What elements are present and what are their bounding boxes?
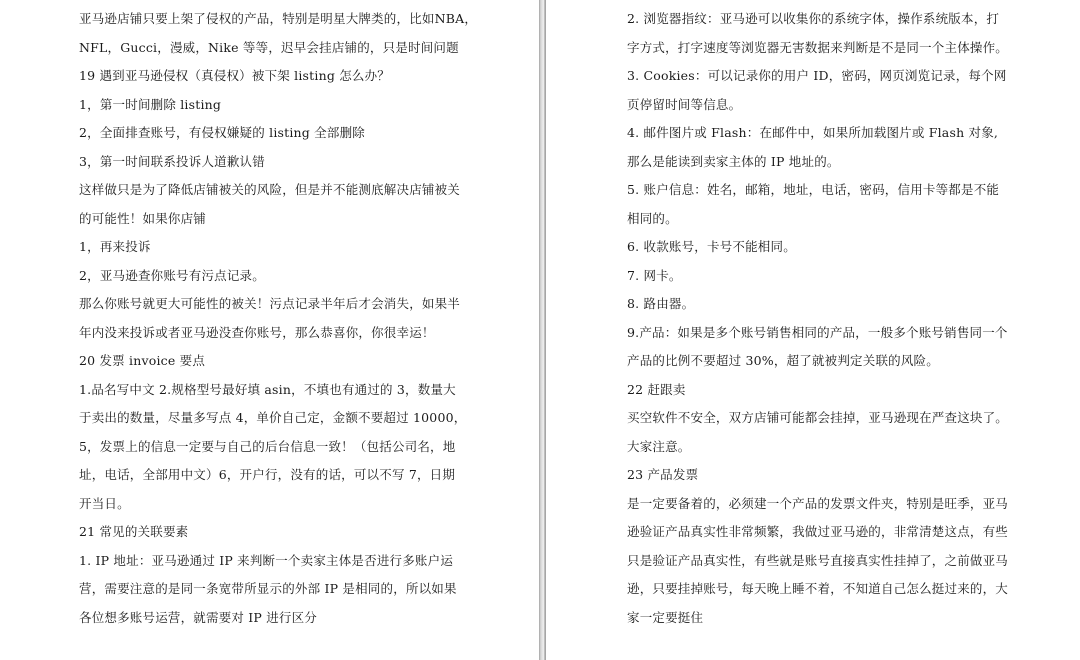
text-line: 字方式，打字速度等浏览器无害数据来判断是不是同一个主体操作。 [627, 39, 1009, 55]
text-line: 买空软件不安全，双方店铺可能都会挂掉，亚马逊现在严查这块了。 [627, 410, 1009, 425]
left-page [0, 0, 539, 660]
section-heading: 21 常见的关联要素 [79, 524, 189, 539]
text-line: 营，需要注意的是同一条宽带所显示的外部 IP 是相同的，所以如果 [79, 581, 457, 596]
text-line: 逊验证产品真实性非常频繁，我做过亚马逊的，非常清楚这点，有些 [627, 524, 1009, 539]
text-line: 逊，只要挂掉账号，每天晚上睡不着，不知道自己怎么挺过来的，大 [627, 581, 1009, 596]
text-line: 大家注意。 [627, 438, 691, 454]
text-line: NFL，Gucci，漫威，Nike 等等，迟早会挂店铺的，只是时间问题 [79, 39, 459, 55]
section-heading: 23 产品发票 [627, 467, 699, 482]
text-line: 这样做只是为了降低店铺被关的风险，但是并不能测底解决店铺被关 [79, 182, 461, 197]
text-line: 1，再来投诉 [79, 239, 151, 254]
text-line: 8. 路由器。 [627, 296, 695, 311]
text-line: 相同的。 [627, 210, 678, 226]
text-line: 亚马逊店铺只要上架了侵权的产品，特别是明星大牌类的，比如NBA， [79, 11, 478, 26]
text-line: 于卖出的数量，尽量多写点 4，单价自己定，金额不要超过 10000， [79, 410, 467, 425]
text-line: 2. 浏览器指纹：亚马逊可以收集你的系统字体，操作系统版本，打 [627, 11, 1000, 26]
text-line: 6. 收款账号，卡号不能相同。 [627, 239, 796, 254]
text-line: 2，全面排查账号，有侵权嫌疑的 listing 全部删除 [79, 125, 365, 140]
text-line: 5，发票上的信息一定要与自己的后台信息一致！（包括公司名，地 [79, 438, 456, 454]
text-line: 页停留时间等信息。 [627, 96, 742, 112]
text-line: 5. 账户信息：姓名，邮箱，地址，电话，密码，信用卡等都是不能 [627, 182, 1000, 197]
text-line: 那么是能读到卖家主体的 IP 地址的。 [627, 153, 840, 169]
text-line: 是一定要备着的，必须建一个产品的发票文件夹，特别是旺季，亚马 [627, 495, 1009, 511]
text-line: 址，电话，全部用中文）6，开户行，没有的话，可以不写 7，日期 [79, 467, 456, 482]
section-heading: 20 发票 invoice 要点 [79, 353, 206, 368]
text-line: 开当日。 [79, 495, 130, 511]
text-line: 1. IP 地址：亚马逊通过 IP 来判断一个卖家主体是否进行多账户运 [79, 552, 454, 568]
text-line: 3，第一时间联系投诉人道歉认错 [79, 153, 265, 169]
page-divider [539, 0, 546, 660]
right-page [546, 0, 1080, 660]
text-line: 各位想多账号运营，就需要对 IP 进行区分 [79, 609, 317, 625]
section-heading: 22 赶跟卖 [627, 381, 686, 397]
text-line: 那么你账号就更大可能性的被关！污点记录半年后才会消失，如果半 [79, 296, 461, 311]
text-line: 只是验证产品真实性，有些就是账号直接真实性挂掉了，之前做亚马 [627, 552, 1009, 568]
text-line: 1，第一时间删除 listing [79, 96, 222, 112]
left-page-text [79, 5, 479, 632]
text-line: 7. 网卡。 [627, 267, 682, 283]
text-line: 3. Cookies：可以记录你的用户 ID，密码，网页浏览记录，每个网 [627, 68, 1007, 83]
text-line: 4. 邮件图片或 Flash：在邮件中，如果所加载图片或 Flash 对象, [627, 125, 999, 140]
text-line: 产品的比例不要超过 30%，超了就被判定关联的风险。 [627, 353, 939, 368]
text-line: 9.产品：如果是多个账号销售相同的产品，一般多个账号销售同一个 [627, 324, 1008, 340]
text-line: 1.品名写中文 2.规格型号最好填 asin，不填也有通过的 3，数量大 [79, 381, 456, 397]
text-line: 2，亚马逊查你账号有污点记录。 [79, 267, 265, 283]
right-page-text [627, 5, 1047, 632]
section-heading: 19 遇到亚马逊侵权（真侵权）被下架 listing 怎么办？ [79, 68, 391, 83]
text-line: 的可能性！如果你店铺 [79, 210, 207, 226]
text-line: 年内没来投诉或者亚马逊没查你账号，那么恭喜你，你很幸运！ [79, 324, 435, 340]
text-line: 家一定要挺住 [627, 609, 704, 625]
